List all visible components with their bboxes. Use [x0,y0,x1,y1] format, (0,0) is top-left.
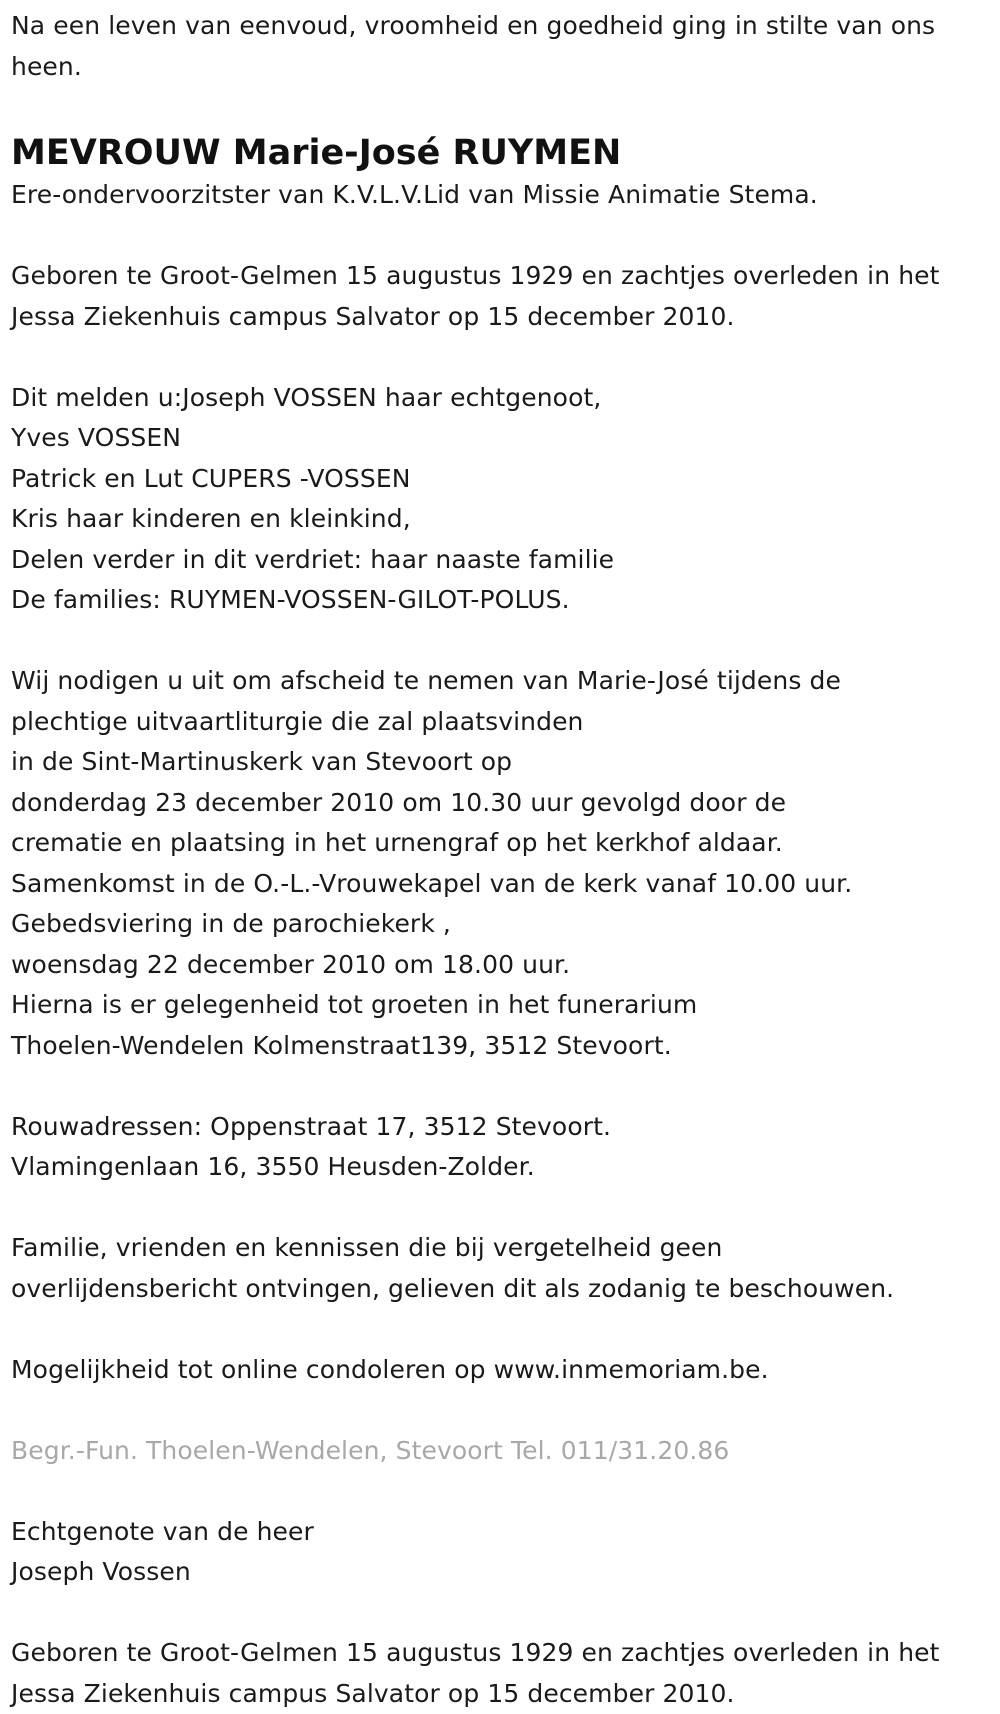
intro-section [11,6,991,87]
deceased-name: MEVROUW Marie-José RUYMEN [11,131,991,175]
online-condolence [11,1350,991,1391]
birth-repeat-line: Geboren te Groot-Gelmen 15 augustus 1929 en zachtjes overleden in het [11,1633,991,1674]
announcer-line: Kris haar kinderen en kleinkind, [11,499,991,540]
condolence-link[interactable]: www.inmemoriam.be [494,1355,761,1384]
birth-line: Jessa Ziekenhuis campus Salvator op 15 december 2010. [11,297,991,338]
funeral-home-credit: Begr.-Fun. Thoelen-Wendelen, Stevoort Tel. 011/31.20.86 [11,1431,991,1472]
ceremony-section [11,661,991,1066]
announcer-line: Delen verder in dit verdriet: haar naaste familie [11,540,991,581]
announcer-line: Patrick en Lut CUPERS -VOSSEN [11,459,991,500]
notice-section [11,1228,991,1309]
ceremony-line: woensdag 22 december 2010 om 18.00 uur. [11,945,991,986]
announcer-line: De families: RUYMEN-VOSSEN-GILOT-POLUS. [11,580,991,621]
ceremony-line: in de Sint-Martinuskerk van Stevoort op [11,742,991,783]
online-prefix: Mogelijkheid tot online condoleren op [11,1355,494,1384]
ceremony-line: Samenkomst in de O.-L.-Vrouwekapel van de kerk vanaf 10.00 uur. [11,864,991,905]
announcer-line: Yves VOSSEN [11,418,991,459]
ceremony-line: plechtige uitvaartliturgie die zal plaatsvinden [11,702,991,743]
notice-line: overlijdensbericht ontvingen, gelieven dit als zodanig te beschouwen. [11,1269,991,1310]
birth-section [11,256,991,337]
ceremony-line: crematie en plaatsing in het urnengraf op het kerkhof aldaar. [11,823,991,864]
spouse-line: Joseph Vossen [11,1552,991,1593]
intro-line: Na een leven van eenvoud, vroomheid en goedheid ging in stilte van ons [11,6,991,47]
deceased-role: Ere-ondervoorzitster van K.V.L.V.Lid van Missie Animatie Stema. [11,175,991,216]
ceremony-line: Wij nodigen u uit om afscheid te nemen van Marie-José tijdens de [11,661,991,702]
ceremony-line: Gebedsviering in de parochiekerk , [11,904,991,945]
addresses-section [11,1107,991,1188]
announcers-section [11,378,991,621]
online-suffix: . [761,1355,769,1384]
birth-repeat-line: Jessa Ziekenhuis campus Salvator op 15 december 2010. [11,1674,991,1714]
announcer-line: Dit melden u:Joseph VOSSEN haar echtgenoot, [11,378,991,419]
notice-line: Familie, vrienden en kennissen die bij vergetelheid geen [11,1228,991,1269]
birth-line: Geboren te Groot-Gelmen 15 augustus 1929 en zachtjes overleden in het [11,256,991,297]
spouse-line: Echtgenote van de heer [11,1512,991,1553]
birth-repeat-section [11,1633,991,1714]
ceremony-line: Hierna is er gelegenheid tot groeten in het funerarium [11,985,991,1026]
address-line: Rouwadressen: Oppenstraat 17, 3512 Stevoort. [11,1107,991,1148]
address-line: Vlamingenlaan 16, 3550 Heusden-Zolder. [11,1147,991,1188]
intro-line: heen. [11,47,991,88]
ceremony-line: donderdag 23 december 2010 om 10.30 uur gevolgd door de [11,783,991,824]
spouse-section [11,1512,991,1593]
ceremony-line: Thoelen-Wendelen Kolmenstraat139, 3512 Stevoort. [11,1026,991,1067]
obituary-document [11,6,991,1714]
